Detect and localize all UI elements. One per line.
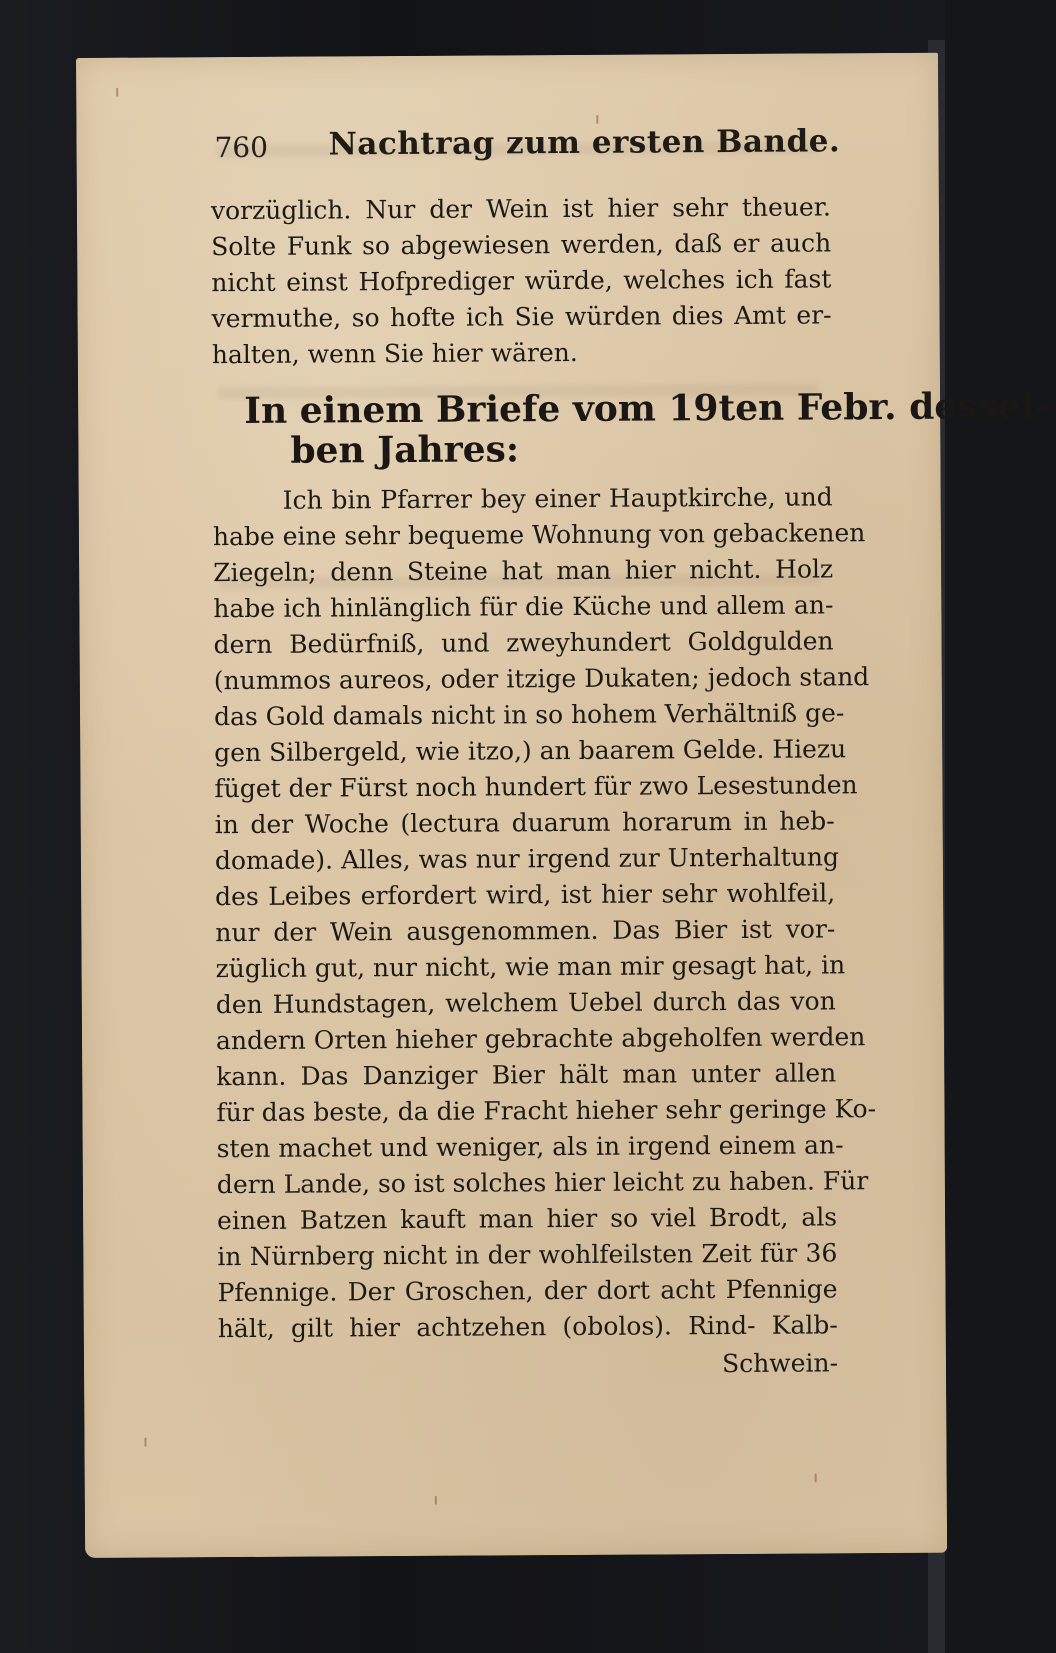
text-line: einen Batzen kauft man hier so viel Brodt, als (217, 1202, 838, 1236)
book-page (76, 53, 1050, 1558)
text-line: das Gold damals nicht in so hohem Verhältniß ge- (213, 698, 845, 732)
text-line: Ziegeln; denn Steine hat man hier nicht. Holz (213, 554, 834, 588)
body-text (210, 189, 1050, 1379)
text-line: habe ich hinlänglich für die Küche und allem an- (213, 590, 834, 624)
text-line: Pfennige. Der Groschen, der dort acht Pfennige (217, 1274, 838, 1308)
text-line: in Nürnberg nicht in der wohlfeilsten Zeit für 36 (217, 1238, 838, 1272)
text-line: füget der Fürst noch hundert für zwo Lesestunden (214, 770, 858, 804)
text-line: für das beste, da die Fracht hieher sehr geringe Ko- (216, 1094, 877, 1128)
text-line: Ich bin Pfarrer bey einer Hauptkirche, und (282, 482, 833, 515)
text-line: des Leibes erfordert wird, ist hier sehr wohlfeil, (215, 878, 836, 912)
text-line: gen Silbergeld, wie itzo,) an baarem Gelde. Hiezu (214, 734, 847, 768)
letter-heading-line-1: In einem Briefe vom 19ten Febr. dessel- (244, 385, 1050, 432)
letter-heading-line-2: ben Jahres: (290, 428, 520, 472)
page-number: 760 (214, 130, 269, 165)
text-line: domade). Alles, was nur irgend zur Unterhaltung (214, 842, 840, 876)
text-line: züglich gut, nur nicht, wie man mir gesagt hat, in (215, 950, 846, 984)
text-line: Solte Funk so abgewiesen werden, daß er auch (211, 228, 832, 262)
text-line: kann. Das Danziger Bier hält man unter allen (216, 1058, 837, 1092)
page-header (214, 123, 854, 171)
text-line: nur der Wein ausgenommen. Das Bier ist vor- (215, 914, 836, 948)
text-line: dern Lande, so ist solches hier leicht zu haben. Für (216, 1166, 869, 1200)
text-line: dern Bedürfniß, und zweyhundert Goldgulden (213, 626, 834, 660)
text-line: vermuthe, so hofte ich Sie würden dies Amt er- (211, 300, 832, 334)
text-line: andern Orten hieher gebrachte abgeholfen werden (215, 1022, 866, 1056)
text-line: in der Woche (lectura duarum horarum in heb- (214, 806, 835, 840)
text-line: hält, gilt hier achtzehen (obolos). Rind- Kalb- (217, 1310, 838, 1344)
text-line: sten machet und weniger, als in irgend einem an- (216, 1130, 844, 1164)
text-line: vorzüglich. Nur der Wein ist hier sehr theuer. (210, 192, 832, 226)
text-line: (nummos aureos, oder itzige Dukaten; jedoch stand (213, 662, 870, 696)
text-line: habe eine sehr bequeme Wohnung von gebackenen (212, 518, 866, 552)
catchword: Schwein- (721, 1348, 839, 1379)
text-line: halten, wenn Sie hier wären. (211, 337, 578, 370)
text-line: nicht einst Hofprediger würde, welches ich fast (211, 264, 832, 298)
running-title: Nachtrag zum ersten Bande. (328, 123, 841, 163)
text-line: den Hundstagen, welchem Uebel durch das von (215, 986, 836, 1020)
